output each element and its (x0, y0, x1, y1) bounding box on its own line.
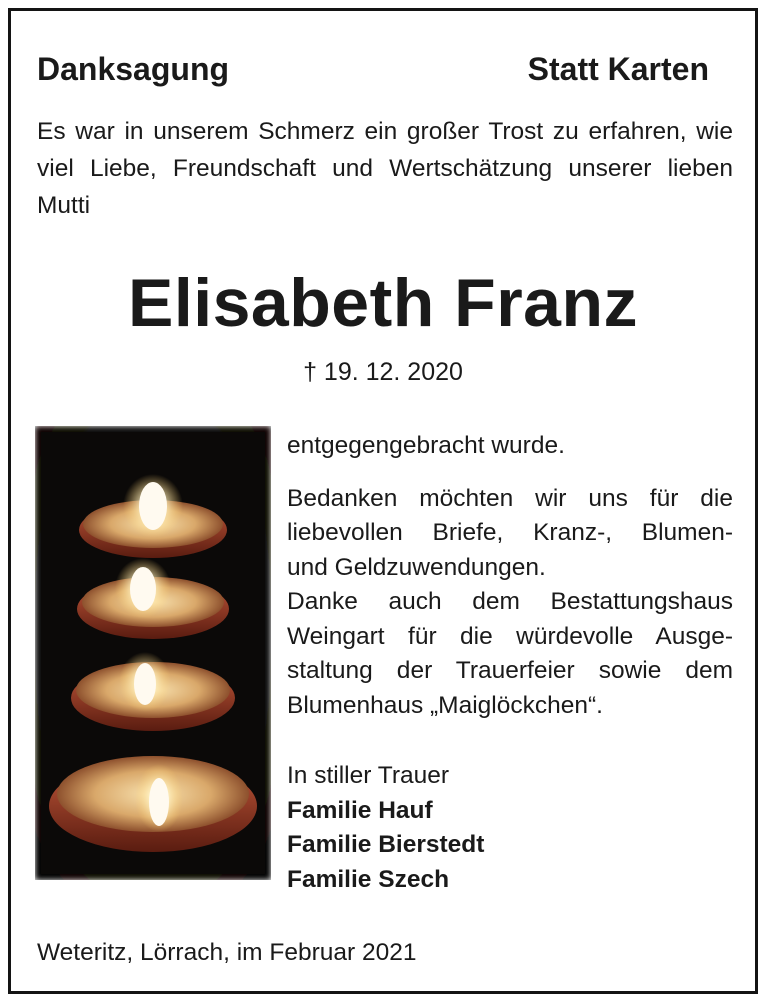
tea-light-candles-icon (35, 426, 271, 880)
spacer (287, 464, 733, 482)
title-statt-karten: Statt Karten (527, 51, 709, 87)
family-name: Familie Szech (287, 865, 450, 893)
header (37, 49, 709, 89)
obituary-card (8, 8, 758, 994)
text-line: liebevollen Briefe, Kranz-, Blumen- (287, 519, 733, 546)
text-line: Bedanken möchten wir uns für die (287, 484, 733, 512)
text-line: Blumenhaus „Maiglöckchen“. (287, 691, 603, 719)
intro-text: Es war in unserem Schmerz ein großer Trost zu erfahren, wie viel Liebe, Freundschaft und Wertschätzung unserer lieben Mutti (37, 118, 733, 219)
text-line: entgegengebracht wurde. (287, 432, 565, 459)
family-name: Familie Hauf (287, 796, 433, 824)
title-danksagung: Danksagung (37, 51, 230, 87)
family-name: Familie Bierstedt (287, 831, 485, 858)
text-line: staltung der Trauerfeier sowie dem (287, 657, 733, 684)
thanks-text (287, 429, 733, 897)
spacer (287, 723, 733, 759)
place-date: Weteritz, Lörrach, im Februar 2021 (37, 939, 417, 966)
deceased-name: Elisabeth Franz (127, 265, 639, 341)
text-line: Danke auch dem Bestattungshaus (287, 588, 733, 615)
text-line: Weingart für die würdevolle Ausge- (287, 622, 733, 650)
mourning-line: In stiller Trauer (287, 762, 450, 789)
death-date: † 19. 12. 2020 (303, 358, 463, 386)
text-line: und Geldzuwendungen. (287, 553, 546, 581)
